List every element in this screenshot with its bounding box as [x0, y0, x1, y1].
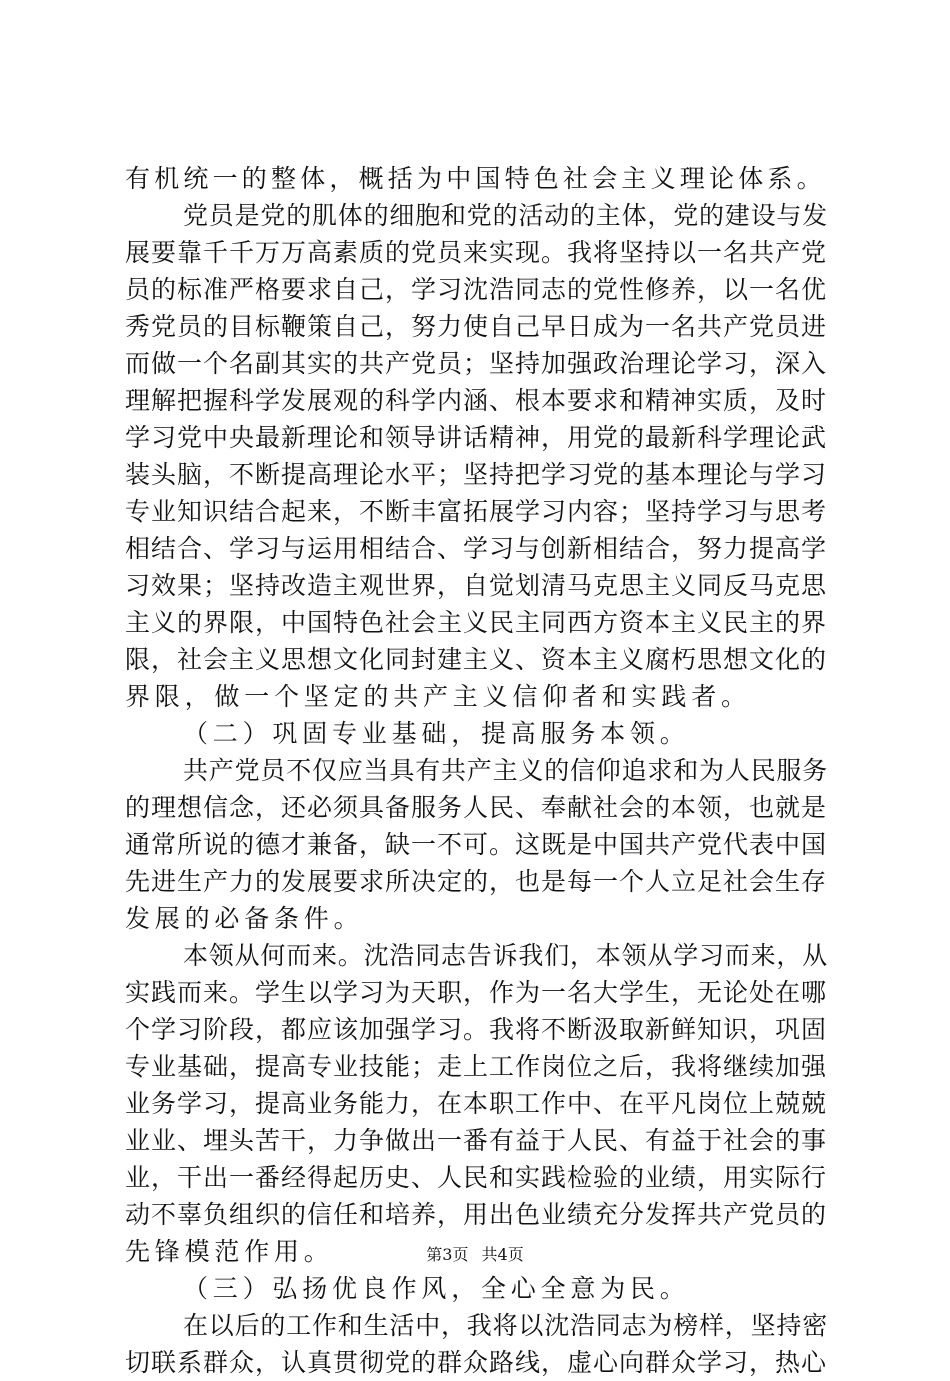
text-line: 理解把握科学发展观的科学内涵、根本要求和精神实质，及时: [125, 386, 828, 415]
text-line: 动不辜负组织的信任和培养，用出色业绩充分发挥共产党员的: [125, 1200, 828, 1229]
page-number: 第3页: [426, 1245, 469, 1264]
text-line: 切联系群众，认真贯彻党的群众路线，虚心向群众学习，热心: [125, 1348, 828, 1377]
text-line: 的理想信念，还必须具备服务人民、奉献社会的本领，也就是: [125, 793, 828, 822]
text-line: 学习党中央最新理论和领导讲话精神，用党的最新科学理论武: [125, 423, 828, 452]
text-line: 在以后的工作和生活中，我将以沈浩同志为榜样，坚持密: [183, 1311, 829, 1340]
text-line: 专业基础，提高专业技能；走上工作岗位之后，我将继续加强: [125, 1052, 828, 1081]
text-line: 业务学习，提高业务能力，在本职工作中、在平凡岗位上兢兢: [125, 1089, 828, 1118]
text-line: 先进生产力的发展要求所决定的，也是每一个人立足社会生存: [125, 867, 828, 896]
text-line: 而做一个名副其实的共产党员；坚持加强政治理论学习，深入: [125, 349, 828, 378]
text-line: 界限，做一个坚定的共产主义信仰者和实践者。: [125, 682, 751, 711]
text-line: 员的标准严格要求自己，学习沈浩同志的党性修养，以一名优: [125, 275, 828, 304]
text-line: 实践而来。学生以学习为天职，作为一名大学生，无论处在哪: [125, 978, 828, 1007]
text-line: 先锋模范作用。: [125, 1237, 334, 1266]
text-line: 秀党员的目标鞭策自己，努力使自己早日成为一名共产党员进: [125, 312, 828, 341]
text-line: 共产党员不仅应当具有共产主义的信仰追求和为人民服务: [183, 756, 829, 785]
text-line: 专业知识结合起来，不断丰富拓展学习内容；坚持学习与思考: [125, 497, 828, 526]
text-line: 相结合、学习与运用相结合、学习与创新相结合，努力提高学: [125, 534, 828, 563]
text-line: 展要靠千千万万高素质的党员来实现。我将坚持以一名共产党: [125, 238, 828, 267]
text-line: 业业、埋头苦干，力争做出一番有益于人民、有益于社会的事: [125, 1126, 828, 1155]
text-line: 通常所说的德才兼备，缺一不可。这既是中国共产党代表中国: [125, 830, 828, 859]
text-line: 装头脑，不断提高理论水平；坚持把学习党的基本理论与学习: [125, 460, 828, 489]
text-line: （三）弘扬优良作风，全心全意为民。: [183, 1274, 690, 1303]
page-total: 共4页: [481, 1245, 524, 1264]
text-line: 有机统一的整体，概括为中国特色社会主义理论体系。: [125, 164, 826, 193]
text-line: 发展的必备条件。: [125, 904, 364, 933]
text-line: 业，干出一番经得起历史、人民和实践检验的业绩，用实际行: [125, 1163, 828, 1192]
text-line: 主义的界限，中国特色社会主义民主同西方资本主义民主的界: [125, 608, 828, 637]
page-footer: [0, 1244, 950, 1266]
text-line: 个学习阶段，都应该加强学习。我将不断汲取新鲜知识，巩固: [125, 1015, 828, 1044]
text-line: 限，社会主义思想文化同封建主义、资本主义腐朽思想文化的: [125, 645, 828, 674]
text-line: 党员是党的肌体的细胞和党的活动的主体，党的建设与发: [183, 201, 829, 230]
text-line: 本领从何而来。沈浩同志告诉我们，本领从学习而来，从: [183, 941, 829, 970]
text-line: 习效果；坚持改造主观世界，自觉划清马克思主义同反马克思: [125, 571, 828, 600]
document-body: [125, 160, 829, 1381]
text-line: （二）巩固专业基础，提高服务本领。: [183, 719, 690, 748]
